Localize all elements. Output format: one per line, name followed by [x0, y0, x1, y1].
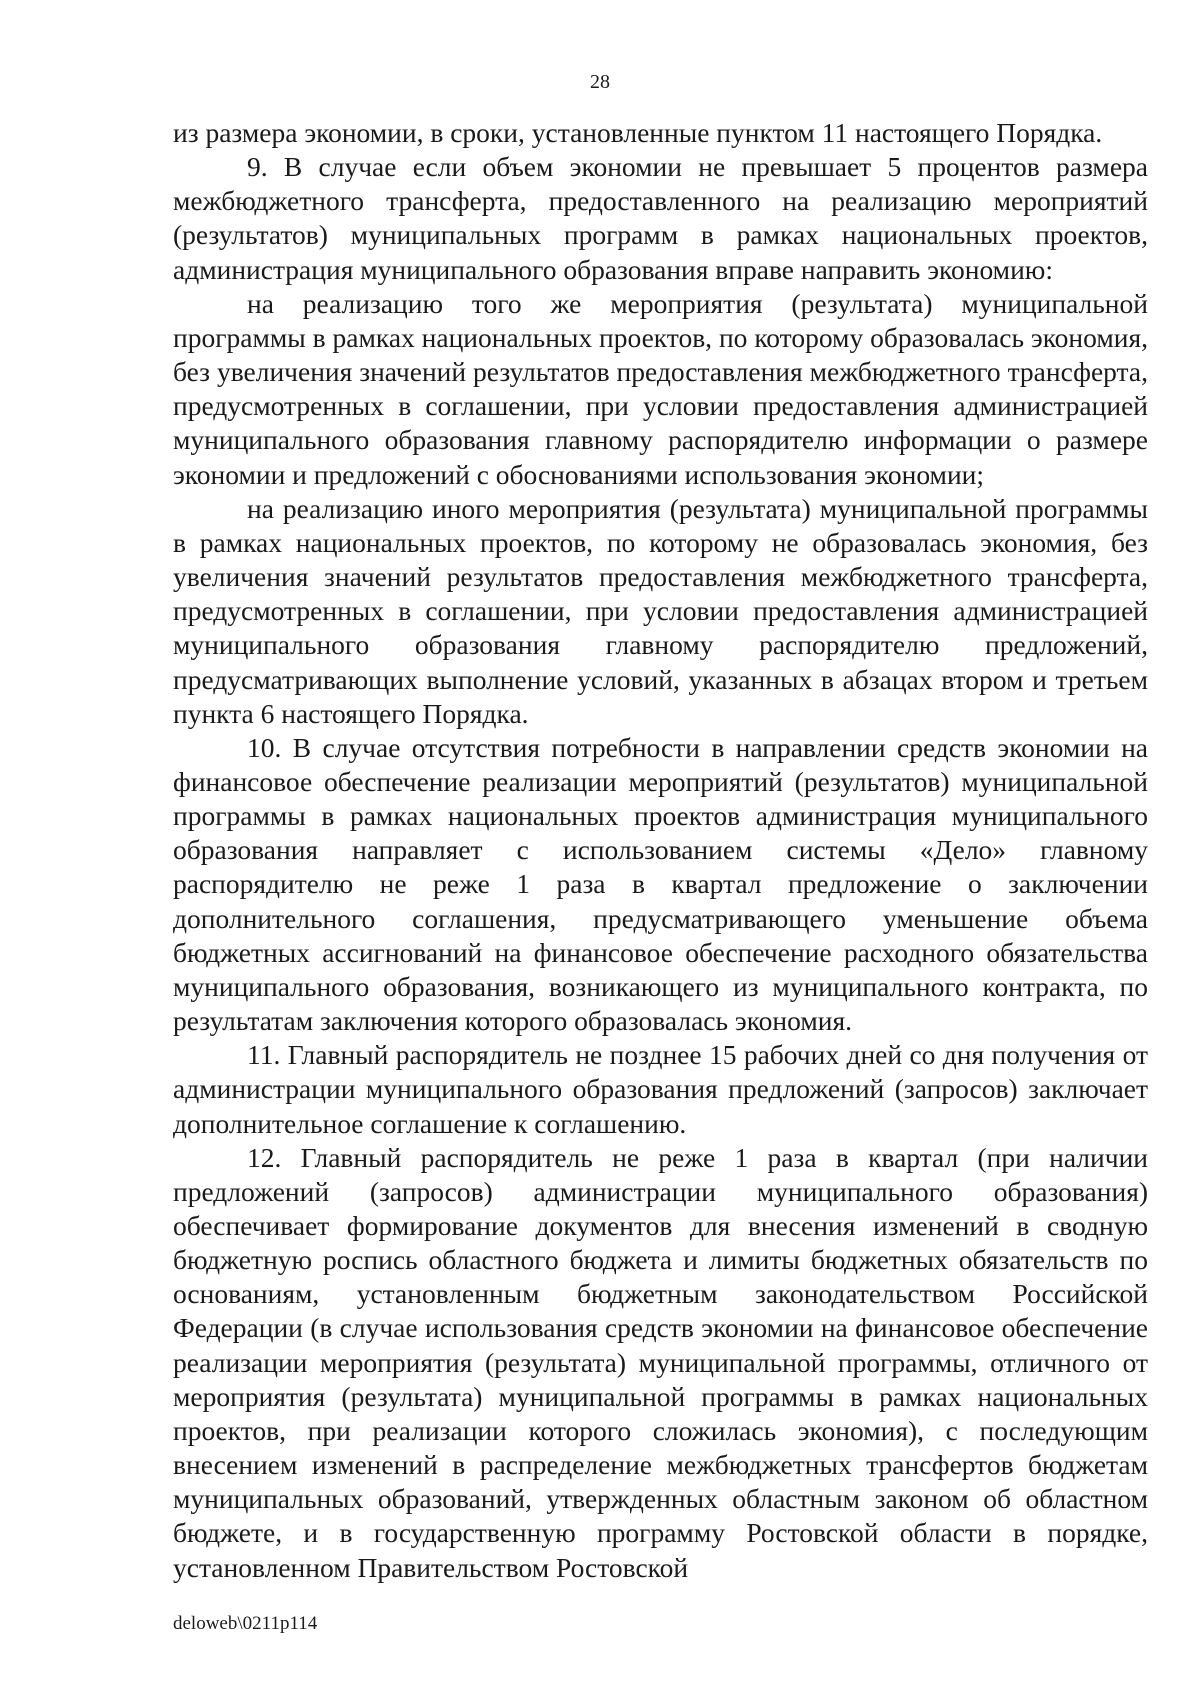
paragraph-continuation: из размера экономии, в сроки, установленные пунктом 11 настоящего Порядка. [173, 117, 1103, 148]
paragraph-item-9-option-1: на реализацию того же мероприятия (результата) муниципальной программы в рамках национальных проектов, по которому образовалась экономия, без увеличения значений результатов предоставления межбюджетного трансферта, предусмотренных в соглашении, при условии предоставления администрацией муниципального образования главному распорядителю информации о размере экономии и предложений с обоснованиями использования экономии; [173, 287, 1148, 490]
paragraph-item-9-option-2: на реализацию иного мероприятия (результата) муниципальной программы в рамках национальных проектов, по которому не образовалась экономия, без увеличения значений результатов предоставления межбюджетного трансферта, предусмотренных в соглашении, при условии предоставления администрацией муниципального образования главному распорядителю предложений, предусматривающих выполнение условий, указанных в абзацах втором и третьем пункта 6 настоящего Порядка. [173, 492, 1148, 729]
paragraph-item-10: 10. В случае отсутствия потребности в направлении средств экономии на финансовое обеспечение реализации мероприятий (результатов) муниципальной программы в рамках национальных проектов администрация муниципального образования направляет с использованием системы «Дело» главному распорядителю не реже 1 раза в квартал предложение о заключении дополнительного соглашения, предусматривающего уменьшение объема бюджетных ассигнований на финансовое обеспечение расходного обязательства муниципального образования, возникающего из муниципального контракта, по результатам заключения которого образовалась экономия. [173, 731, 1148, 1037]
page-number: 28 [590, 71, 610, 93]
paragraph-item-9: 9. В случае если объем экономии не превышает 5 процентов размера межбюджетного трансферта, предоставленного на реализацию мероприятий (результатов) муниципальных программ в рамках национальных проектов, администрация муниципального образования вправе направить экономию: [173, 151, 1148, 285]
paragraph-item-12: 12. Главный распорядитель не реже 1 раза в квартал (при наличии предложений (запросов) администрации муниципального образования) обеспечивает формирование документов для внесения изменений в сводную бюджетную роспись областного бюджета и лимиты бюджетных обязательств по основаниям, установленным бюджетным законодательством Российской Федерации (в случае использования средств экономии на финансовое обеспечение реализации мероприятия (результата) муниципальной программы, отличного от мероприятия (результата) муниципальной программы в рамках национальных проектов, при реализации которого сложилась экономия), с последующим внесением изменений в распределение межбюджетных трансфертов бюджетам муниципальных образований, утвержденных областным законом об областном бюджете, и в государственную программу Ростовской области в порядке, установленном Правительством Ростовской [173, 1141, 1148, 1583]
document-body [173, 116, 1148, 1585]
paragraph-item-11: 11. Главный распорядитель не позднее 15 рабочих дней со дня получения от администрации муниципального образования предложений (запросов) заключает дополнительное соглашение к соглашению. [173, 1039, 1148, 1139]
footer-document-code: deloweb\0211p114 [173, 1613, 318, 1634]
